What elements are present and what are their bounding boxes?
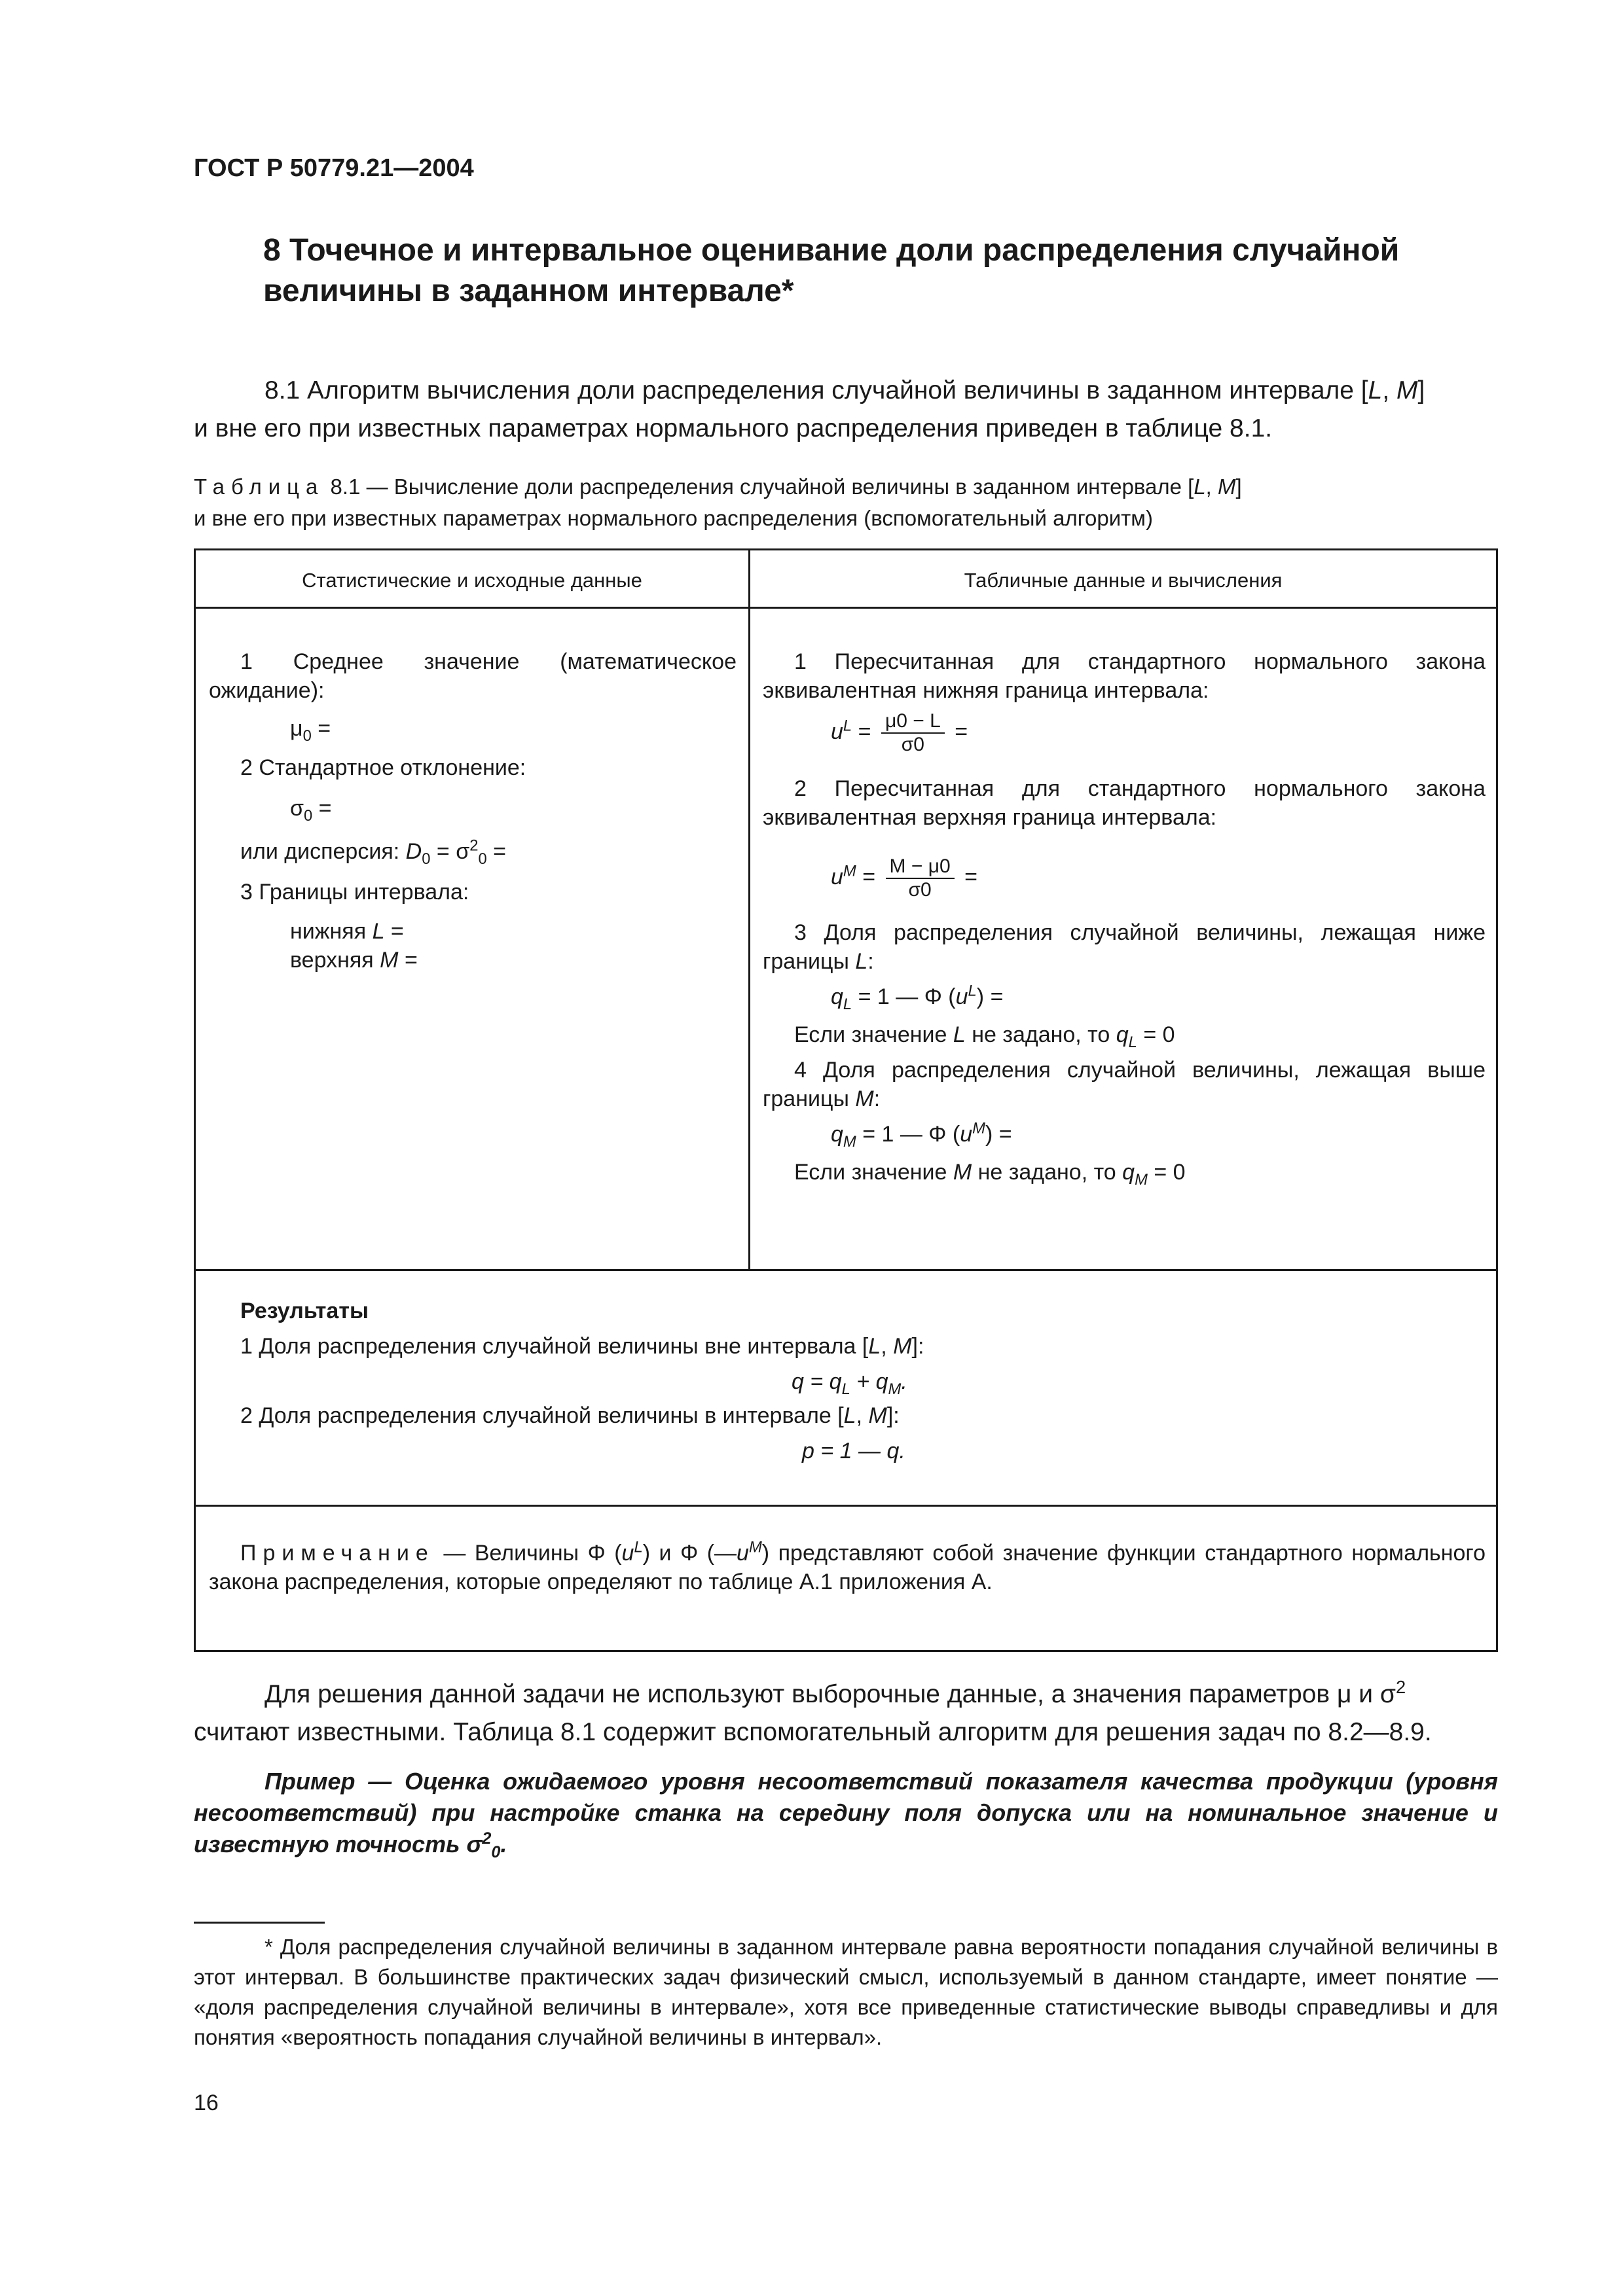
example-end: . <box>500 1831 507 1857</box>
left-item-3: 3 Границы интервала: <box>240 880 469 905</box>
res2-L: L <box>843 1403 856 1428</box>
p81-M: M <box>1396 376 1418 404</box>
uL-numerator: μ0 − L <box>881 710 945 734</box>
document-id: ГОСТ Р 50779.21—2004 <box>194 154 474 182</box>
qM-expr: = 1 — Φ ( <box>856 1122 960 1147</box>
uL-eq2: = <box>948 719 968 744</box>
results-item-2 <box>240 1401 1486 1430</box>
after-line2: считают известными. Таблица 8.1 содержит вспомогательный алгоритм для решения задач по 8.2—8.9. <box>194 1718 1432 1746</box>
lower-eq: = <box>384 919 404 944</box>
res1-close: ]: <box>911 1334 924 1359</box>
mu-eq: = <box>311 716 331 741</box>
caption-label: Таблица <box>194 475 325 499</box>
ifL-pre: Если значение <box>794 1022 953 1047</box>
q-plus: + q <box>850 1369 888 1394</box>
qM-sub: M <box>843 1132 856 1151</box>
res2-pre: 2 Доля распределения случайной величины в интервале [ <box>240 1403 844 1428</box>
uL-denominator: σ0 <box>901 734 924 755</box>
footnote-rule <box>194 1922 325 1924</box>
res2-comma: , <box>856 1403 869 1428</box>
upper-eq: = <box>398 948 418 973</box>
res1-L: L <box>868 1334 881 1359</box>
caption-line1: 8.1 — Вычисление доли распределения случайной величины в заданном интервале [ <box>324 475 1194 499</box>
r4-text: 4 Доля распределения случайной величины, лежащая выше границы <box>763 1058 1486 1111</box>
r3-L: L <box>855 949 868 974</box>
sigma-eq: = <box>312 796 332 821</box>
table-results-divider <box>196 1269 1496 1271</box>
q-dot: . <box>901 1369 907 1394</box>
note-sup-M: M <box>748 1538 762 1556</box>
upper-M: M <box>380 948 399 973</box>
res1-pre: 1 Доля распределения случайной величины вне интервала [ <box>240 1334 869 1359</box>
right-item-4 <box>763 1056 1486 1113</box>
table-note-divider <box>196 1505 1496 1507</box>
qL-sup: L <box>968 982 977 1000</box>
caption-L: L <box>1194 475 1206 499</box>
footnote-text: * Доля распределения случайной величины в заданном интервале равна вероятности попадания случайной величины в этот интервал. В большинстве практических задач физический смысл, используемый в данном стандарте, имеет понятие — «доля распределения случайной величины в интервале», хотя все приведенные статистические выводы справедливы и для понятия «вероятность попадания случайной величины в интервал». <box>194 1935 1498 2049</box>
ifM-zero: = 0 <box>1147 1160 1186 1185</box>
qM-sup: M <box>972 1119 985 1138</box>
caption-line2: и вне его при известных параметрах нормального распределения (вспомогательный алгоритм) <box>194 506 1153 530</box>
p81-comma: , <box>1382 376 1397 404</box>
sigma0-line <box>290 794 737 823</box>
qM-formula <box>831 1120 1486 1149</box>
q-eq: q = q <box>792 1369 842 1394</box>
table-note <box>209 1539 1486 1596</box>
ifL-zero: = 0 <box>1137 1022 1175 1047</box>
uL-fraction <box>881 710 945 756</box>
footnote <box>194 1932 1498 2053</box>
r4-M: M <box>855 1086 874 1111</box>
lower-L: L <box>372 919 385 944</box>
ifL-q: q <box>1116 1022 1129 1047</box>
note-text3: ) представляют собой значение функции стандартного нормального закона распределения, которые определяют по таблице А.1 приложения А. <box>209 1541 1486 1594</box>
ifM-sub: M <box>1135 1170 1148 1189</box>
uL-u: u <box>831 719 843 744</box>
paragraph-8-1 <box>194 372 1498 448</box>
results-title: Результаты <box>240 1299 369 1323</box>
ifL-L: L <box>953 1022 966 1047</box>
uM-sup: M <box>843 862 856 880</box>
results-block <box>209 1297 1486 1465</box>
note-u1: u <box>621 1541 634 1566</box>
disp-mid: = σ <box>430 839 470 864</box>
p81-line2: и вне его при известных параметрах нормального распределения приведен в таблице 8.1. <box>194 414 1273 442</box>
qL-u: u <box>955 984 968 1009</box>
example-sup: 2 <box>482 1829 492 1848</box>
qL-expr: = 1 — Φ ( <box>852 984 956 1009</box>
p81-close: ] <box>1417 376 1425 404</box>
right-item-3 <box>763 918 1486 976</box>
res2-M: M <box>868 1403 887 1428</box>
ifL-mid: не задано, то <box>965 1022 1116 1047</box>
uL-eq: = <box>852 719 871 744</box>
column-header-right: Табличные данные и вычисления <box>964 569 1283 592</box>
caption-close: ] <box>1235 475 1242 499</box>
table-header-divider <box>196 607 1496 609</box>
upper-label: верхняя <box>290 948 380 973</box>
note-label: Примечание <box>240 1541 435 1566</box>
right-column-content <box>763 647 1486 1187</box>
r4-colon: : <box>873 1086 881 1111</box>
q-formula <box>792 1367 1486 1396</box>
ifM-pre: Если значение <box>794 1160 953 1185</box>
lower-label: нижняя <box>290 919 373 944</box>
table-caption <box>194 471 1498 534</box>
qL-sub: L <box>843 995 852 1013</box>
qM-q: q <box>831 1122 843 1147</box>
uM-eq: = <box>856 864 876 889</box>
uM-eq2: = <box>958 864 977 889</box>
qL-q: q <box>831 984 843 1009</box>
section-title: 8 Точечное и интервальное оценивание доли распределения случайной величины в заданном интервале* <box>263 233 1400 308</box>
column-header-left: Статистические и исходные данные <box>302 569 642 592</box>
uL-sup: L <box>843 717 852 735</box>
example-text: Пример — Оценка ожидаемого уровня несоответствий показателя качества продукции (уровня несоответствий) при настройке станка на середину поля допуска или на номинальное значение и известную точность σ <box>194 1768 1498 1857</box>
p-formula: p = 1 — q. <box>802 1439 905 1463</box>
disp-D: D <box>405 839 422 864</box>
note-text2: ) и Φ (— <box>642 1541 737 1566</box>
p81-L: L <box>1368 376 1383 404</box>
q-sub-M: M <box>888 1380 902 1398</box>
table-8-1 <box>194 548 1498 1652</box>
disp-prefix: или дисперсия: <box>240 839 406 864</box>
mu0-line <box>290 714 737 743</box>
q-sub-L: L <box>841 1380 850 1398</box>
p81-line1: 8.1 Алгоритм вычисления доли распределения случайной величины в заданном интервале [ <box>264 376 1368 404</box>
uM-denominator: σ0 <box>908 879 932 901</box>
disp-end: = <box>486 839 506 864</box>
note-text1: — Величины Φ ( <box>434 1541 622 1566</box>
qL-formula <box>831 982 1486 1011</box>
results-item-1 <box>240 1332 1486 1361</box>
table-column-divider <box>748 550 750 1269</box>
res1-M: M <box>893 1334 912 1359</box>
uM-numerator: M − μ0 <box>886 855 955 879</box>
qM-u: u <box>960 1122 973 1147</box>
qM-close: ) = <box>985 1122 1012 1147</box>
after-table-paragraph <box>194 1676 1498 1751</box>
uL-formula <box>831 710 1486 756</box>
note-text <box>209 1539 1486 1596</box>
if-L-line <box>794 1020 1486 1049</box>
sigma-symbol: σ <box>290 796 304 821</box>
ifM-mid: не задано, то <box>972 1160 1123 1185</box>
after-line1: Для решения данной задачи не используют выборочные данные, а значения параметров μ и σ <box>264 1680 1396 1708</box>
dispersion-line <box>240 837 737 866</box>
example-paragraph <box>194 1766 1498 1860</box>
after-sup: 2 <box>1395 1677 1406 1697</box>
note-u2: u <box>737 1541 749 1566</box>
mu-subscript: 0 <box>302 726 312 745</box>
uM-formula <box>831 855 1486 901</box>
res2-close: ]: <box>886 1403 900 1428</box>
r3-text: 3 Доля распределения случайной величины, лежащая ниже границы <box>763 920 1486 974</box>
if-M-line <box>794 1158 1486 1187</box>
ifM-M: M <box>953 1160 972 1185</box>
page-number: 16 <box>194 2090 219 2115</box>
uM-u: u <box>831 864 843 889</box>
right-item-2: 2 Пересчитанная для стандартного нормального закона эквивалентная верхняя граница интервала: <box>763 776 1486 830</box>
upper-bound-line <box>290 946 737 975</box>
sigma-subscript: 0 <box>303 806 313 825</box>
ifM-q: q <box>1122 1160 1135 1185</box>
disp-D-sub: 0 <box>422 850 431 868</box>
uM-fraction <box>886 855 955 901</box>
caption-comma: , <box>1205 475 1218 499</box>
disp-sub: 0 <box>478 850 487 868</box>
left-item-2: 2 Стандартное отклонение: <box>240 755 526 780</box>
r3-colon: : <box>867 949 874 974</box>
left-column-content <box>209 647 737 975</box>
right-item-1: 1 Пересчитанная для стандартного нормального закона эквивалентная нижняя граница интервала: <box>763 649 1486 703</box>
lower-bound-line <box>290 917 737 946</box>
mu-symbol: μ <box>290 716 303 741</box>
res1-comma: , <box>881 1334 894 1359</box>
ifL-sub: L <box>1128 1033 1137 1051</box>
note-sup-L: L <box>634 1538 643 1556</box>
qL-close: ) = <box>976 984 1004 1009</box>
example-sub: 0 <box>491 1843 501 1862</box>
left-item-1: 1 Среднее значение (математическое ожидание): <box>209 649 737 703</box>
caption-M: M <box>1218 475 1236 499</box>
disp-sup: 2 <box>469 836 479 855</box>
